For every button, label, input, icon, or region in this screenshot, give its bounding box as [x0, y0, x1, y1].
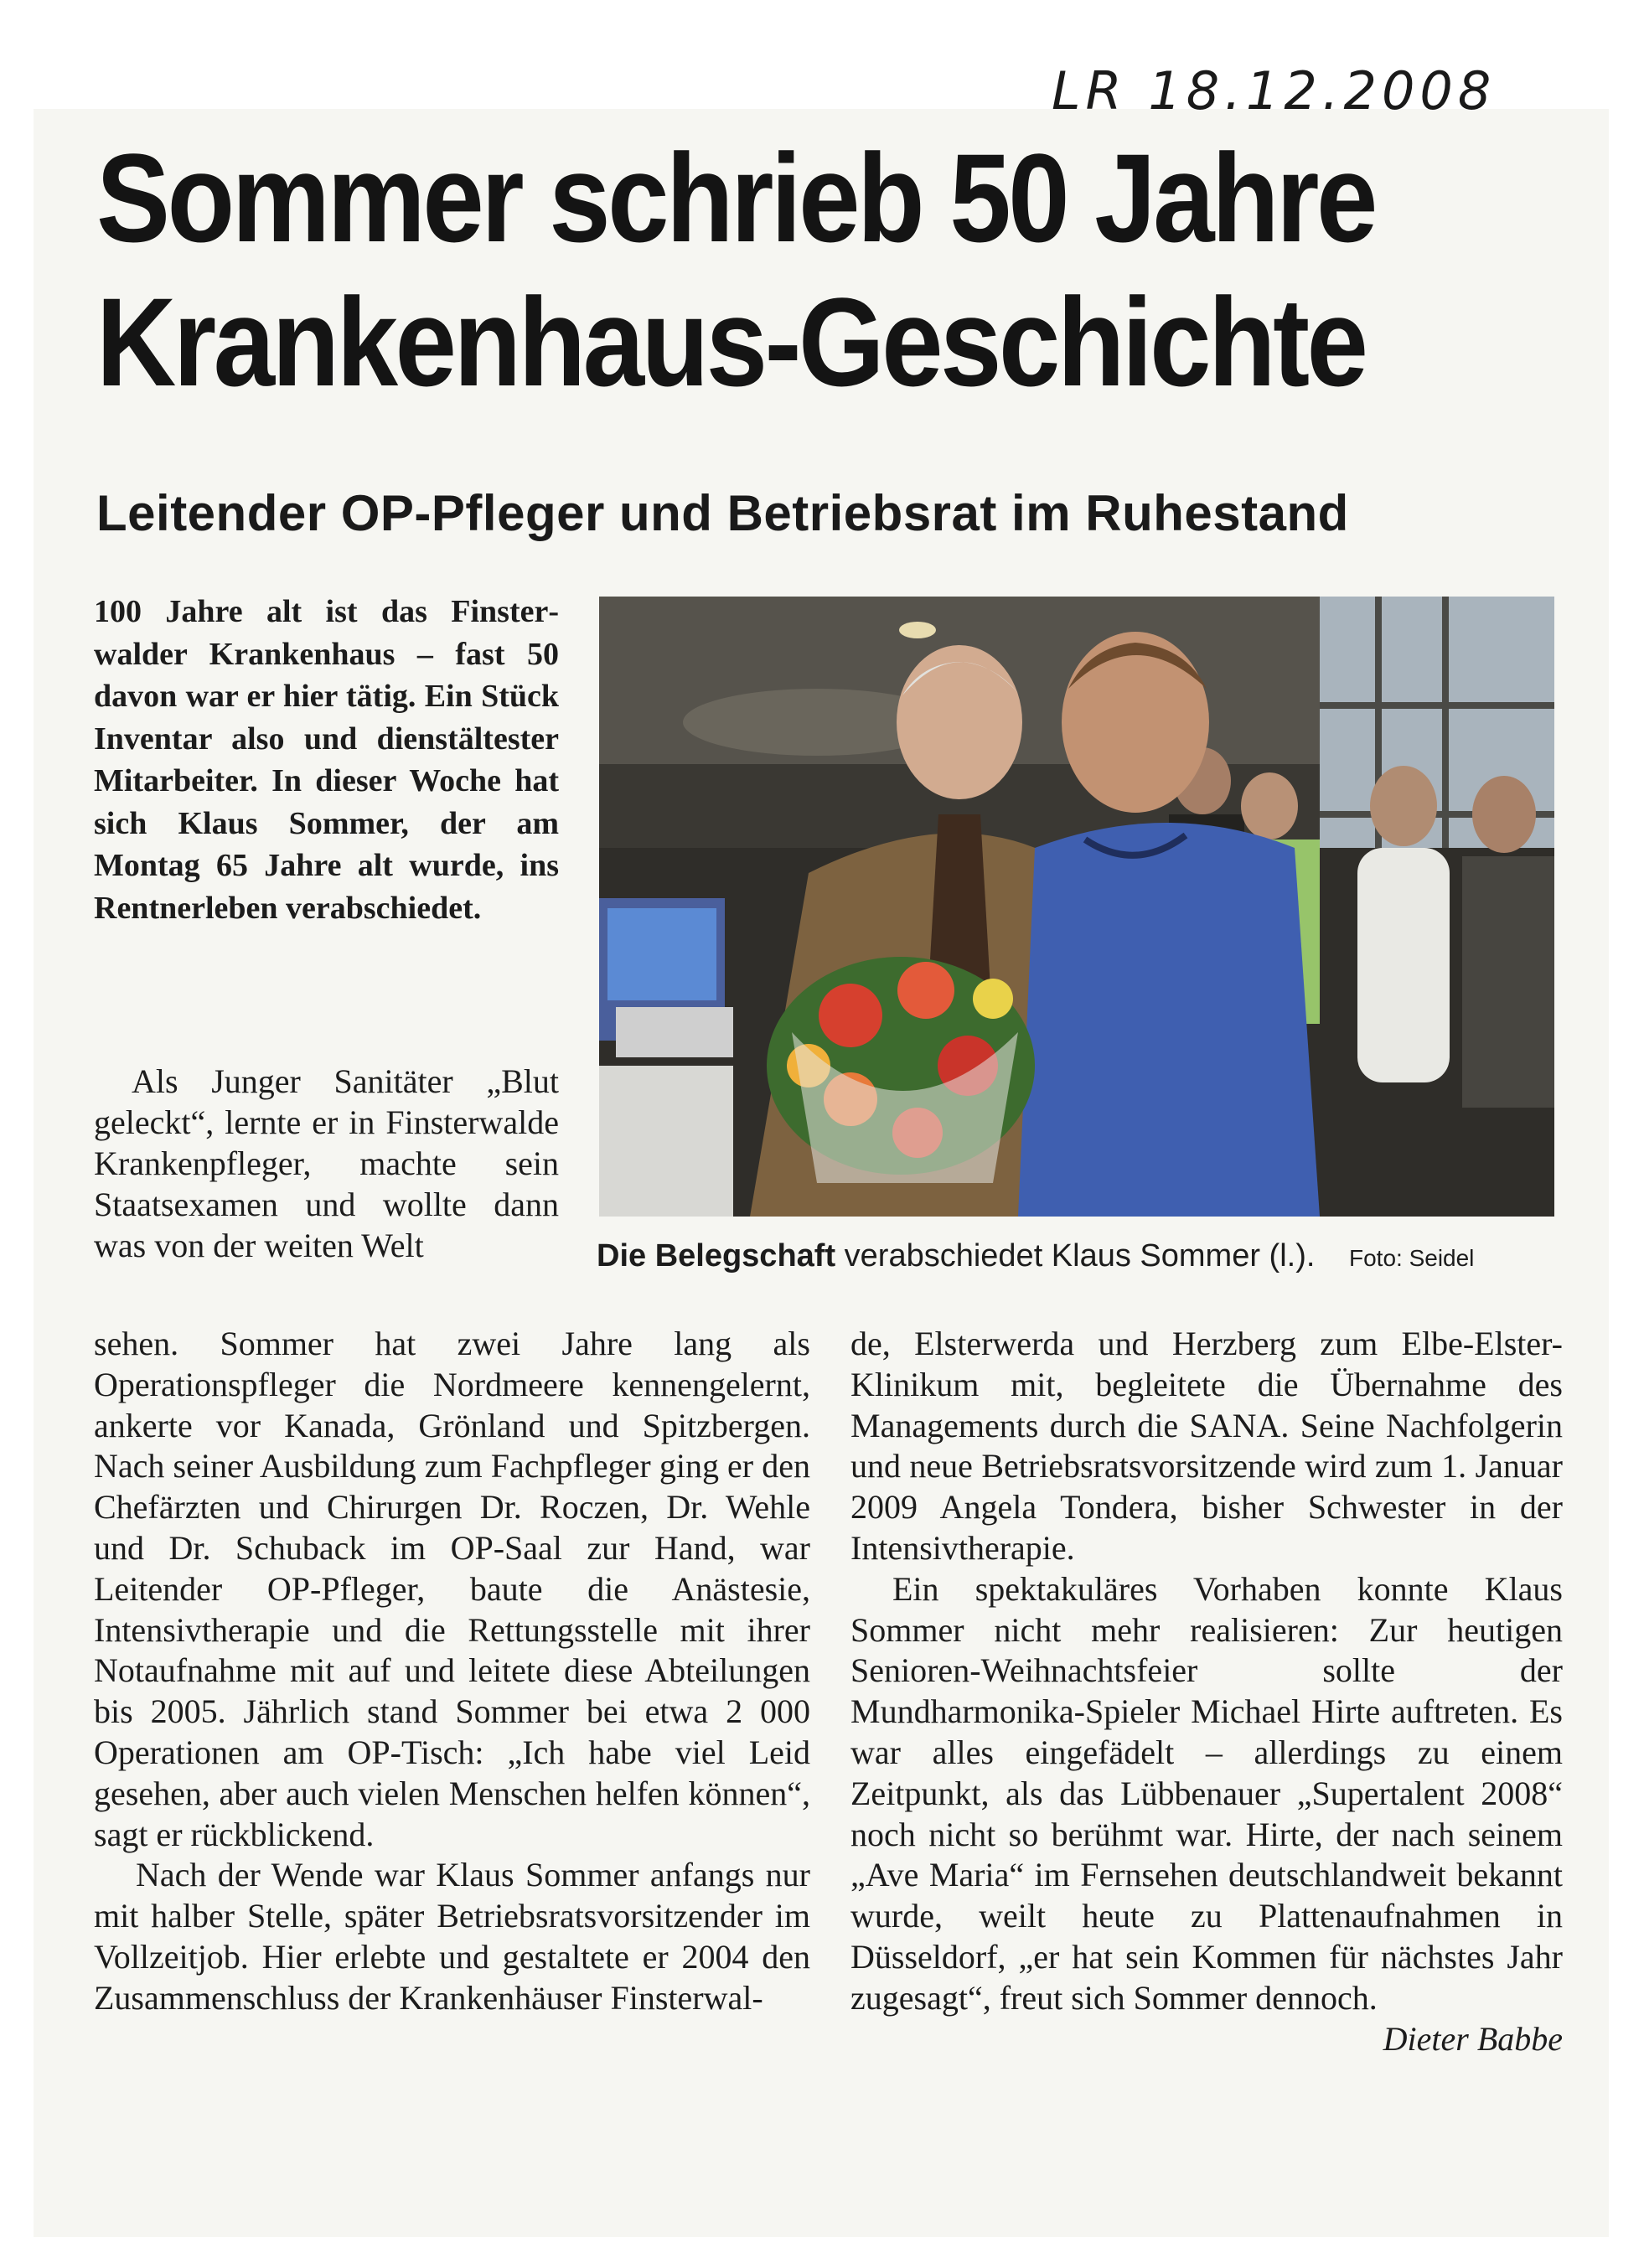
subheadline: Leitender OP-Pfleger und Betriebsrat im Ruhestand [96, 485, 1349, 541]
paragraph-text: Ein spektakuläres Vorhaben konnte Klaus Sommer nicht mehr realisieren: Zur heutigen Senioren-Weihnachtsfeier sollte der Mundharmonika-Spieler Michael Hirte auftreten. Es war alles eingefädelt – allerdings zu einem Zeitpunkt, als das Lübbenauer „Supertalent 2008“ noch nicht so berühmt war. Hirte, der nach seinem „Ave Maria“ im Fernsehen deutschlandweit bekannt wurde, weilt heute zu Plattenaufnahmen in Düsseldorf, „er hat sein Kommen für nächstes Jahr zugesagt“, freut sich Sommer dennoch. [850, 1569, 1563, 2017]
headline [96, 126, 1394, 414]
photo-credit: Foto: Seidel [1348, 1245, 1475, 1271]
paragraph: Nach der Wende war Klaus Sommer anfangs nur mit halber Stelle, später Betriebsratsvorsitzender im Vollzeitjob. Hier erlebte und gestaltete er 2004 den Zusammenschluss der Krankenhäuser Finsterwal- [94, 1856, 810, 2017]
photo-illustration [599, 597, 1554, 1217]
author-byline: Dieter Babbe [1383, 2019, 1563, 2058]
caption-lead: Die Belegschaft [597, 1238, 836, 1273]
intro-paragraph: Als Junger Sanitäter „Blut geleckt“, lernte er in Finsterwalde Krankenpfleger, machte sein Staatsexamen und wollte dann was von der weiten Welt [94, 1062, 559, 1264]
handwritten-date-note: LR 18.12.2008 [1052, 60, 1497, 121]
article-column-left [94, 1324, 810, 2019]
lead-paragraph: 100 Jahre alt ist das Finsterwalder Krankenhaus – fast 50 davon war er hier tätig. Ein Stück Inventar also und dienstältester Mitarbeiter. In dieser Woche hat sich Klaus Sommer, der am Montag 65 Jahre alt wurde, ins Rentnerleben verabschiedet. [94, 594, 559, 926]
paragraph: sehen. Sommer hat zwei Jahre lang als Operationspfleger die Nordmeere kennengelernt, ankerte vor Kanada, Grönland und Spitzbergen. Nach seiner Ausbildung zum Fachpfleger ging er den Chefärzten und Chirurgen Dr. Roczen, Dr. Wehle und Dr. Schuback im OP-Saal zur Hand, war Leitender OP-Pfleger, baute die Anästesie, Intensivtherapie und die Rettungsstelle mit ihrer Notaufnahme mit auf und leitete diese Abteilungen bis 2005. Jährlich stand Sommer bei etwa 2 000 Operationen am OP-Tisch: „Ich habe viel Leid gesehen, aber auch vielen Menschen helfen können“, sagt er rückblickend. [94, 1325, 810, 1853]
paragraph: de, Elsterwerda und Herzberg zum Elbe-Elster-Klinikum mit, begleitete die Übernahme des Managements durch die SANA. Seine Nachfolgerin und neue Betriebsratsvorsitzende wird zum 1. Januar 2009 Angela Tondera, bisher Schwester in der Intensivtherapie. [850, 1325, 1563, 1567]
article-photo [599, 597, 1554, 1217]
caption-text: verabschiedet Klaus Sommer (l.). [844, 1238, 1316, 1273]
headline-line-2: Krankenhaus-Geschichte [96, 271, 1366, 412]
photo-caption [597, 1238, 1560, 1274]
paragraph [850, 1569, 1563, 2058]
article-column-right [850, 1324, 1563, 2059]
headline-line-1: Sommer schrieb 50 Jahre [96, 127, 1375, 268]
